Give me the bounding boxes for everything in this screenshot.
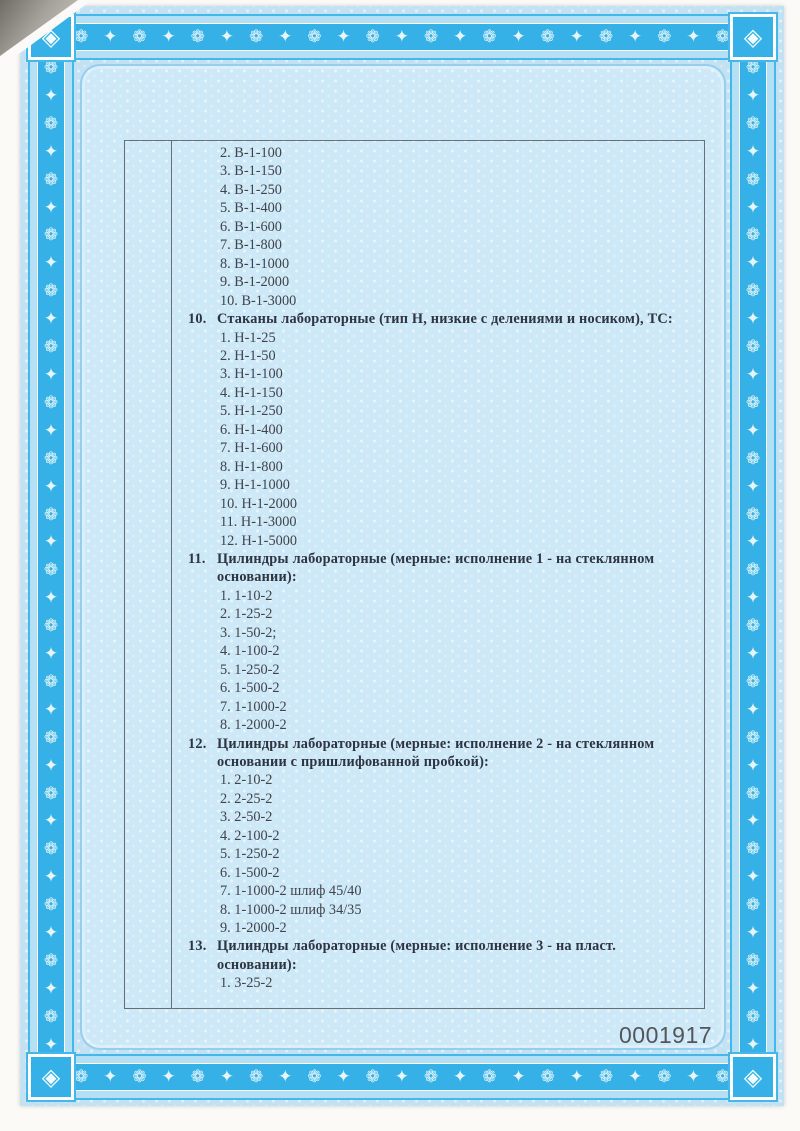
section-items	[172, 771, 703, 937]
list-item: 3. Н-1-100	[220, 366, 283, 383]
list-item: 9. Н-1-1000	[220, 477, 290, 494]
border-ornament-icon: ❁	[745, 951, 761, 971]
border-ornament-icon: ✦	[745, 309, 761, 330]
section-number: 12.	[188, 735, 207, 752]
border-ornament-icon: ❁	[745, 560, 761, 581]
border-ornament-icon: ✦	[745, 253, 761, 274]
border-corner-ornament	[28, 1054, 74, 1100]
ornamental-border-left	[28, 14, 74, 1100]
border-ornament-icon: ✦	[103, 26, 118, 47]
list-item: 10. Н-1-2000	[220, 495, 298, 512]
list-item: 11. Н-1-3000	[220, 514, 297, 531]
border-ornament-icon: ❁	[43, 1006, 59, 1027]
border-ornament-icon: ✦	[745, 867, 761, 888]
border-ornament-icon: ❁	[482, 26, 497, 47]
border-ornament-rail	[38, 60, 64, 1054]
border-ornament-icon: ✦	[43, 978, 59, 999]
list-item: 2. Н-1-50	[220, 347, 276, 364]
list-item: 3. 2-50-2	[220, 809, 273, 826]
section-items	[172, 329, 703, 550]
section-items	[172, 587, 703, 735]
section-title: Стаканы лабораторные (тип Н, низкие с делениями и носиком), ТС:	[217, 311, 673, 328]
border-ornament-rail	[74, 24, 730, 50]
border-ornament-icon: ✦	[745, 420, 761, 441]
border-ornament-icon: ❁	[423, 1066, 439, 1087]
border-ornament-icon: ❁	[745, 895, 761, 916]
border-ornament-icon: ❁	[43, 727, 59, 748]
border-ornament-icon: ✦	[278, 26, 293, 47]
border-ornament-icon: ✦	[336, 1066, 351, 1087]
border-ornament-icon: ❁	[540, 26, 555, 47]
border-ornament-icon: ❁	[365, 26, 380, 47]
border-ornament-icon: ❁	[132, 26, 147, 47]
list-item: 8. В-1-1000	[220, 255, 290, 272]
list-item: 5. 1-250-2	[220, 661, 280, 678]
border-ornament-icon: ✦	[43, 309, 59, 330]
border-ornament-icon: ✦	[43, 923, 59, 944]
border-ornament-icon: ❁	[745, 727, 761, 748]
serial-number: 0001917	[619, 1022, 713, 1048]
border-ornament-icon: ❁	[715, 1066, 730, 1087]
border-ornament-icon: ❁	[43, 895, 59, 916]
border-corner-ornament	[730, 14, 776, 60]
border-ornament-icon: ❁	[43, 337, 59, 358]
list-item: 6. 1-500-2	[220, 680, 280, 697]
border-ornament-icon: ✦	[43, 253, 59, 274]
border-ornament-icon: ✦	[627, 1066, 643, 1087]
border-ornament-icon: ✦	[745, 85, 761, 106]
border-ornament-icon: ❁	[657, 1066, 672, 1087]
border-ornament-icon: ✦	[745, 923, 761, 944]
section-title: Цилиндры лабораторные (мерные: исполнение 3 - на пласт. основании):	[217, 938, 616, 973]
border-ornament-icon: ❁	[43, 113, 59, 134]
list-item: 6. В-1-600	[220, 218, 282, 235]
list-item: 7. 1-1000-2	[220, 698, 287, 715]
border-ornament-icon: ❁	[745, 281, 761, 302]
border-ornament-icon: ❁	[745, 337, 761, 358]
ornamental-border-right	[730, 14, 776, 1100]
list-item: 6. Н-1-400	[220, 421, 283, 438]
border-ornament-icon: ❁	[43, 560, 59, 581]
border-ornament-icon: ✦	[43, 644, 59, 665]
border-ornament-icon: ❁	[74, 26, 89, 47]
border-ornament-icon: ✦	[745, 1034, 761, 1054]
border-ornament-icon: ✦	[161, 26, 176, 47]
border-ornament-icon: ❁	[43, 616, 59, 637]
section	[172, 937, 703, 992]
border-ornament-icon: ✦	[336, 26, 351, 47]
border-ornament-icon: ❁	[657, 26, 672, 47]
border-ornament-icon: ❁	[715, 26, 730, 47]
border-ornament-icon: ✦	[745, 476, 761, 497]
list-item: 4. 1-100-2	[220, 643, 280, 660]
section-items	[172, 144, 703, 310]
list-item: 6. 1-500-2	[220, 864, 280, 881]
border-ornament-icon: ✦	[43, 141, 59, 162]
list-item: 4. В-1-250	[220, 181, 282, 198]
list-item: 8. 1-1000-2 шлиф 34/35	[220, 901, 362, 918]
list-item: 2. 2-25-2	[220, 790, 273, 807]
border-ornament-icon: ❁	[745, 671, 761, 692]
list-item: 8. 1-2000-2	[220, 717, 287, 734]
border-ornament-icon: ❁	[43, 281, 59, 302]
border-ornament-icon: ❁	[43, 225, 59, 246]
border-ornament-icon: ✦	[511, 1066, 526, 1087]
border-ornament-icon: ✦	[569, 26, 584, 47]
section-number: 13.	[188, 938, 207, 955]
border-ornament-icon: ✦	[745, 588, 761, 609]
border-ornament-icon: ✦	[43, 476, 59, 497]
list-item: 5. В-1-400	[220, 200, 282, 217]
border-ornament-icon: ❁	[365, 1066, 380, 1087]
border-ornament-icon: ❁	[248, 1066, 264, 1087]
section-number: 11.	[188, 550, 206, 567]
section-items	[172, 974, 703, 992]
border-ornament-icon: ✦	[43, 197, 59, 218]
border-ornament-icon: ✦	[745, 141, 761, 162]
list-item: 10. В-1-3000	[220, 292, 297, 309]
border-ornament-icon: ❁	[74, 1066, 89, 1087]
border-ornament-icon: ❁	[745, 1006, 761, 1027]
ornamental-border-top	[28, 14, 776, 60]
border-ornament-icon: ✦	[745, 755, 761, 776]
border-ornament-icon: ❁	[43, 839, 59, 860]
border-ornament-icon: ❁	[540, 1066, 555, 1087]
border-ornament-icon: ✦	[43, 588, 59, 609]
list-item: 9. В-1-2000	[220, 274, 290, 291]
border-ornament-icon: ❁	[43, 951, 59, 971]
border-ornament-icon: ❁	[43, 448, 59, 469]
border-ornament-icon: ❁	[43, 392, 59, 413]
border-ornament-icon: ✦	[161, 1066, 176, 1087]
border-ornament-icon: ✦	[745, 197, 761, 218]
border-ornament-icon: ❁	[745, 504, 761, 525]
border-ornament-icon: ✦	[453, 1066, 468, 1087]
border-ornament-icon: ❁	[43, 169, 59, 190]
border-ornament-icon: ✦	[43, 85, 59, 106]
section-heading	[172, 550, 703, 587]
corner-ornament-icon: ◈	[41, 1063, 61, 1091]
section	[172, 144, 703, 310]
list-item: 7. В-1-800	[220, 237, 282, 254]
border-ornament-icon: ❁	[598, 1066, 614, 1087]
border-ornament-icon: ❁	[482, 1066, 497, 1087]
list-item: 7. 1-1000-2 шлиф 45/40	[220, 883, 362, 900]
border-ornament-icon: ✦	[745, 364, 761, 385]
border-ornament-icon: ❁	[598, 26, 614, 47]
list-item: 1. Н-1-25	[220, 329, 276, 346]
border-ornament-icon: ❁	[43, 504, 59, 525]
border-ornament-icon: ❁	[248, 26, 264, 47]
border-ornament-icon: ❁	[745, 113, 761, 134]
border-ornament-icon: ✦	[745, 699, 761, 720]
border-ornament-icon: ❁	[307, 26, 322, 47]
border-ornament-icon: ✦	[745, 811, 761, 832]
sections-list	[172, 141, 703, 1008]
border-ornament-icon: ✦	[627, 26, 643, 47]
list-item: 8. Н-1-800	[220, 458, 283, 475]
border-ornament-icon: ✦	[745, 978, 761, 999]
item-table	[124, 140, 705, 1009]
border-ornament-icon: ✦	[745, 532, 761, 553]
content-area	[80, 64, 726, 1050]
section	[172, 550, 703, 735]
border-ornament-icon: ❁	[745, 839, 761, 860]
section	[172, 735, 703, 938]
list-item: 3. В-1-150	[220, 163, 282, 180]
border-ornament-icon: ❁	[745, 169, 761, 190]
border-ornament-icon: ✦	[278, 1066, 293, 1087]
border-ornament-icon: ✦	[745, 644, 761, 665]
corner-ornament-icon: ◈	[743, 23, 763, 51]
section-heading	[172, 937, 703, 974]
list-item: 4. Н-1-150	[220, 384, 283, 401]
border-ornament-icon: ✦	[569, 1066, 584, 1087]
corner-ornament-icon: ◈	[743, 1063, 763, 1091]
list-item: 9. 1-2000-2	[220, 920, 287, 937]
border-ornament-icon: ❁	[423, 26, 439, 47]
corner-ornament-icon: ◈	[41, 23, 61, 51]
border-ornament-icon: ✦	[686, 1066, 701, 1087]
ornamental-border-bottom	[28, 1054, 776, 1100]
border-ornament-icon: ✦	[394, 1066, 409, 1087]
border-ornament-icon: ✦	[43, 699, 59, 720]
list-item: 1. 3-25-2	[220, 975, 273, 992]
border-ornament-icon: ✦	[686, 26, 701, 47]
border-ornament-icon: ❁	[307, 1066, 322, 1087]
list-item: 1. 2-10-2	[220, 772, 273, 789]
border-ornament-icon: ✦	[43, 867, 59, 888]
border-ornament-icon: ✦	[453, 26, 468, 47]
border-ornament-icon: ❁	[132, 1066, 147, 1087]
border-ornament-icon: ❁	[43, 671, 59, 692]
border-ornament-icon: ❁	[745, 392, 761, 413]
section	[172, 310, 703, 550]
border-ornament-rail	[74, 1064, 730, 1090]
border-ornament-icon: ❁	[43, 783, 59, 804]
border-ornament-icon: ✦	[394, 26, 409, 47]
border-ornament-icon: ❁	[745, 616, 761, 637]
list-item: 1. 1-10-2	[220, 587, 273, 604]
section-title: Цилиндры лабораторные (мерные: исполнение 1 - на стеклянном основании):	[217, 550, 655, 586]
list-item: 2. В-1-100	[220, 145, 282, 161]
border-ornament-icon: ✦	[511, 26, 526, 47]
border-ornament-icon: ✦	[43, 811, 59, 832]
list-item: 5. Н-1-250	[220, 403, 283, 420]
border-ornament-icon: ❁	[745, 783, 761, 804]
border-ornament-icon: ✦	[43, 364, 59, 385]
section-heading	[172, 735, 703, 772]
list-item: 3. 1-50-2;	[220, 624, 277, 641]
list-item: 2. 1-25-2	[220, 606, 273, 623]
border-ornament-icon: ✦	[43, 755, 59, 776]
border-ornament-icon: ❁	[43, 60, 59, 78]
border-ornament-icon: ❁	[745, 60, 761, 78]
border-ornament-icon: ✦	[103, 1066, 118, 1087]
border-ornament-icon: ✦	[43, 420, 59, 441]
border-ornament-icon: ✦	[43, 532, 59, 553]
border-ornament-icon: ❁	[190, 26, 205, 47]
border-ornament-icon: ❁	[745, 225, 761, 246]
section-heading	[172, 310, 703, 328]
border-ornament-icon: ✦	[219, 26, 235, 47]
section-title: Цилиндры лабораторные (мерные: исполнение 2 - на стеклянном основании с пришлифованной пробкой):	[217, 735, 655, 770]
border-corner-ornament	[730, 1054, 776, 1100]
border-ornament-icon: ❁	[745, 448, 761, 469]
list-item: 12. Н-1-5000	[220, 532, 298, 549]
list-item: 7. Н-1-600	[220, 440, 283, 457]
list-item: 4. 2-100-2	[220, 827, 280, 844]
border-ornament-icon: ✦	[219, 1066, 235, 1087]
border-ornament-icon: ✦	[43, 1034, 59, 1054]
section-number: 10.	[188, 311, 207, 328]
border-ornament-rail	[740, 60, 766, 1054]
list-item: 5. 1-250-2	[220, 846, 280, 863]
border-ornament-icon: ❁	[190, 1066, 205, 1087]
